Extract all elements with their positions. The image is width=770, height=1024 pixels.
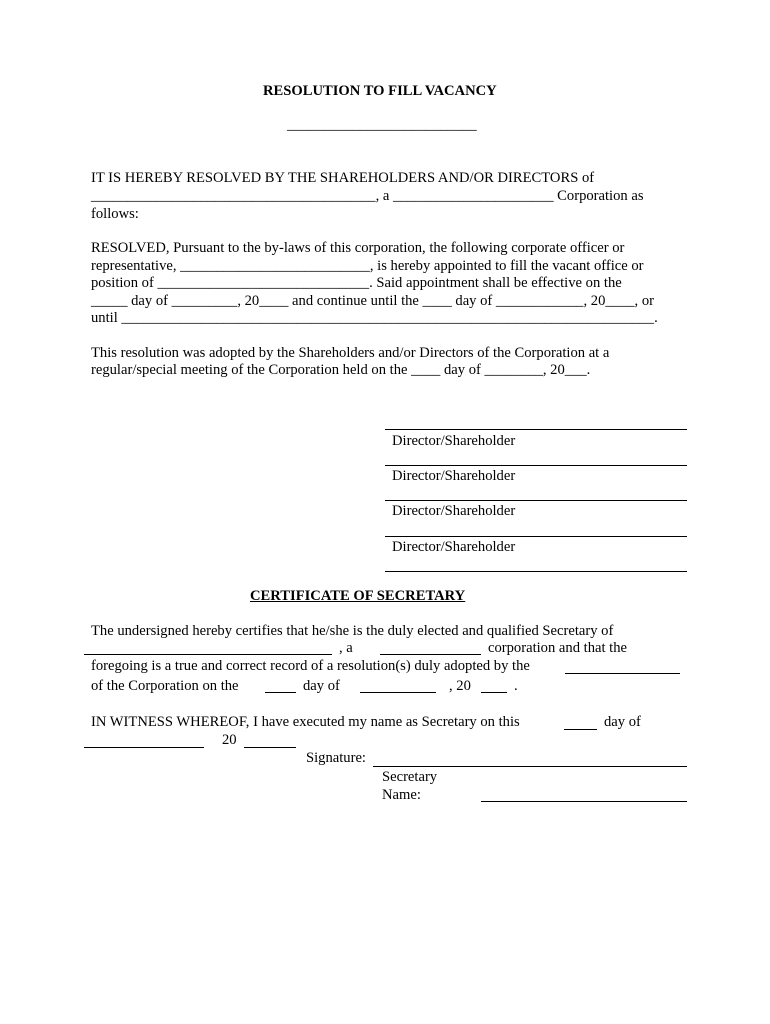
resolved-body-line-2[interactable]: representative, __________________________, is hereby appointed to fill the vacant office or	[91, 258, 644, 274]
certificate-text-1: The undersigned hereby certifies that he/she is the duly elected and qualified Secretary of	[91, 623, 614, 639]
name-label: Name:	[382, 787, 421, 803]
director-label-1: Director/Shareholder	[392, 433, 516, 449]
witness-text-1: IN WITNESS WHEREOF, I have executed my name as Secretary on this	[91, 714, 520, 730]
witness-year-blank[interactable]	[244, 747, 296, 748]
certificate-state-blank[interactable]	[380, 654, 481, 655]
resolved-body-line-5[interactable]: until _________________________________________________________________________.	[91, 310, 658, 326]
resolved-body-line-3[interactable]: position of _____________________________. Said appointment shall be effective on the	[91, 275, 622, 291]
secretary-name-line[interactable]	[481, 801, 687, 802]
certificate-board-blank[interactable]	[565, 673, 680, 674]
director-signature-line-2[interactable]	[385, 465, 687, 466]
certificate-text-4c: , 20	[449, 678, 471, 694]
certificate-corporation-text: corporation and that the	[488, 640, 627, 656]
certificate-name-blank[interactable]	[84, 654, 332, 655]
witness-year-prefix: 20	[222, 732, 237, 748]
witness-day-of: day of	[604, 714, 641, 730]
certificate-text-4d: .	[514, 678, 518, 694]
resolved-body-line-4[interactable]: _____ day of _________, 20____ and continue until the ____ day of ____________, 20____, or	[91, 293, 655, 309]
certificate-text-4a: of the Corporation on the	[91, 678, 239, 694]
witness-month-blank[interactable]	[84, 747, 204, 748]
secretary-label: Secretary	[382, 769, 438, 785]
resolved-body-line-1: RESOLVED, Pursuant to the by-laws of this corporation, the following corporate officer or	[91, 240, 625, 256]
certificate-day-blank[interactable]	[265, 692, 296, 693]
document-title: RESOLUTION TO FILL VACANCY	[263, 83, 497, 99]
director-signature-line-4[interactable]	[385, 536, 687, 537]
resolved-intro-line-2[interactable]: _______________________________________, a ______________________ Corporation as	[91, 188, 644, 204]
certificate-text-4b: day of	[303, 678, 340, 694]
resolved-intro-line-1: IT IS HEREBY RESOLVED BY THE SHAREHOLDERS AND/OR DIRECTORS of	[91, 170, 595, 186]
director-signature-line-5[interactable]	[385, 571, 687, 572]
witness-day-blank[interactable]	[564, 729, 597, 730]
signature-label: Signature:	[306, 750, 366, 766]
secretary-signature-line[interactable]	[373, 766, 687, 767]
certificate-text-3: foregoing is a true and correct record of a resolution(s) duly adopted by the	[91, 658, 530, 674]
director-signature-line-3[interactable]	[385, 500, 687, 501]
certificate-comma-a: , a	[339, 640, 353, 656]
adopted-line-2[interactable]: regular/special meeting of the Corporation held on the ____ day of ________, 20___.	[91, 362, 591, 378]
resolved-intro-line-3: follows:	[91, 206, 139, 222]
director-label-4: Director/Shareholder	[392, 539, 516, 555]
director-label-2: Director/Shareholder	[392, 468, 516, 484]
director-signature-line-1[interactable]	[385, 429, 687, 430]
adopted-line-1: This resolution was adopted by the Shareholders and/or Directors of the Corporation at a	[91, 345, 610, 361]
certificate-heading: CERTIFICATE OF SECRETARY	[250, 588, 466, 604]
certificate-year-blank[interactable]	[481, 692, 507, 693]
title-blank-line[interactable]: __________________________	[287, 117, 477, 133]
director-label-3: Director/Shareholder	[392, 503, 516, 519]
certificate-month-blank[interactable]	[360, 692, 436, 693]
